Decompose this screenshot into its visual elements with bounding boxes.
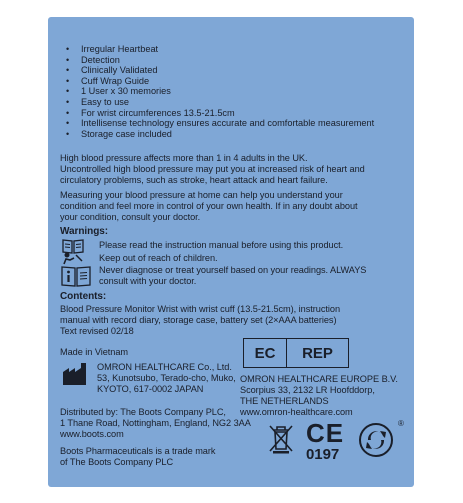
warning-diagnose-cont: consult with your doctor. [99, 276, 197, 286]
distributor-url: www.boots.com [60, 429, 124, 439]
feature-item: • For wrist circumferences 13.5-21.5cm [66, 108, 374, 119]
recycle-icon [358, 422, 394, 463]
contents-line: manual with record diary, storage case, battery set (2×AAA batteries) [60, 315, 337, 325]
registered-mark: ® [398, 419, 404, 428]
europe-line: Scorpius 33, 2132 LR Hoofddorp, [240, 385, 375, 395]
manufacturer-line: 53, Kunotsubo, Terado-cho, Muko, [97, 373, 236, 383]
ec-box: EC [243, 338, 287, 368]
trademark-line: of The Boots Company PLC [60, 457, 174, 467]
paragraph-line: condition and feel more in control of your own health. If in any doubt about [60, 201, 358, 211]
trademark-line: Boots Pharmaceuticals is a trade mark [60, 446, 216, 456]
manufacturer-line: OMRON HEALTHCARE Co., Ltd. [97, 362, 232, 372]
distributor-line: Distributed by: The Boots Company PLC, [60, 407, 226, 417]
feature-item: • Cuff Wrap Guide [66, 76, 374, 87]
paragraph-line: Uncontrolled high blood pressure may put you at increased risk of heart and [60, 164, 365, 174]
weee-bin-icon [268, 424, 294, 459]
paragraph-line: High blood pressure affects more than 1 in 4 adults in the UK. [60, 153, 308, 163]
contents-line: Blood Pressure Monitor Wrist with wrist cuff (13.5-21.5cm), instruction [60, 304, 340, 314]
warnings-title: Warnings: [60, 226, 109, 237]
ce-mark: CE [306, 418, 345, 448]
feature-item: • Storage case included [66, 129, 374, 140]
feature-item: • Irregular Heartbeat [66, 44, 374, 55]
paragraph-line: Measuring your blood pressure at home can help you understand your [60, 190, 343, 200]
ce-number: 0197 [306, 446, 340, 463]
europe-line: THE NETHERLANDS [240, 396, 329, 406]
manufacturer-line: KYOTO, 617-0002 JAPAN [97, 384, 204, 394]
feature-item: • Detection [66, 55, 374, 66]
paragraph-line: circulatory problems, such as stroke, heart attack and heart failure. [60, 175, 328, 185]
warning-read-manual: Please read the instruction manual before using this product. [99, 240, 344, 250]
warning-children: Keep out of reach of children. [99, 253, 218, 263]
contents-title: Contents: [60, 291, 107, 302]
feature-item: • Clinically Validated [66, 65, 374, 76]
paragraph-line: your condition, consult your doctor. [60, 212, 201, 222]
ec-rep-symbol [243, 338, 349, 368]
info-book-icon [61, 265, 91, 292]
europe-url: www.omron-healthcare.com [240, 407, 353, 417]
distributor-line: 1 Thane Road, Nottingham, England, NG2 3AA [60, 418, 251, 428]
europe-line: OMRON HEALTHCARE EUROPE B.V. [240, 374, 398, 384]
manufacturer-icon [62, 362, 90, 391]
feature-list [66, 44, 374, 139]
warning-diagnose: Never diagnose or treat yourself based on your readings. ALWAYS [99, 265, 367, 275]
contents-line: Text revised 02/18 [60, 326, 134, 336]
feature-item: • 1 User x 30 memories [66, 86, 374, 97]
rep-box: REP [287, 338, 349, 368]
feature-item: • Easy to use [66, 97, 374, 108]
made-in: Made in Vietnam [60, 347, 129, 357]
feature-item: • Intellisense technology ensures accurate and comfortable measurement [66, 118, 374, 129]
